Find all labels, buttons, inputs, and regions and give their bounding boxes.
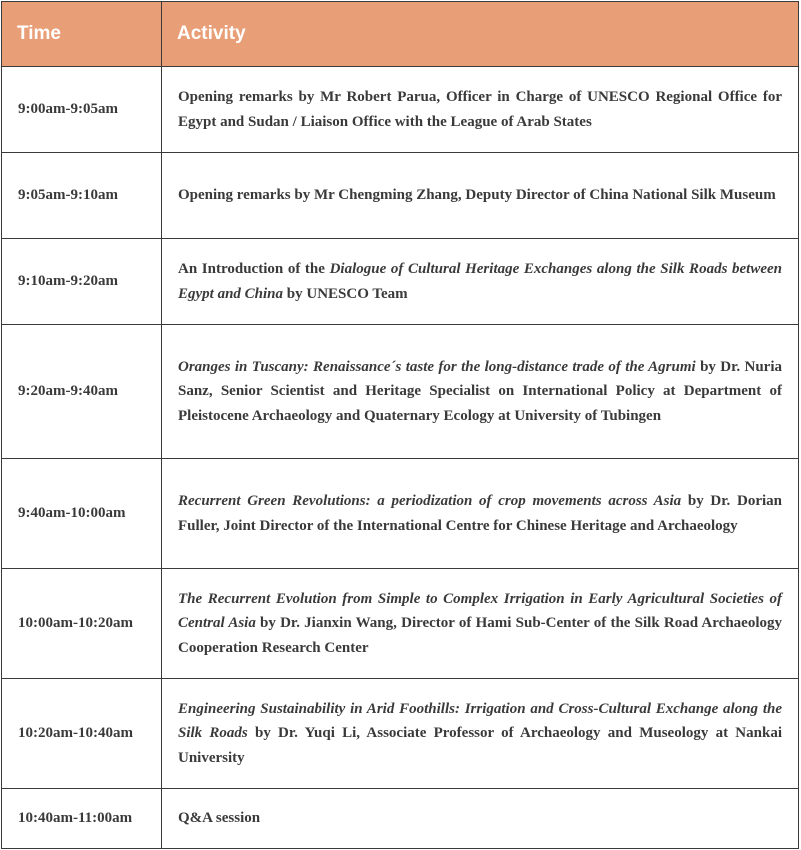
time-column-header: Time [2, 2, 162, 67]
table-row [2, 153, 799, 239]
time-cell: 10:40am-11:00am [2, 789, 162, 849]
activity-cell [162, 569, 799, 679]
activity-text: by Dr. Jianxin Wang, Director of Hami Sub-Center of the Silk Road Archaeology Cooperation Research Center [178, 615, 782, 656]
table-row [2, 325, 799, 459]
activity-title: Dialogue of Cultural Heritage Exchanges along the Silk Roads between Egypt and China [178, 261, 783, 302]
activity-text: Opening remarks by Mr Chengming Zhang, Deputy Director of China National Silk Museum [178, 187, 776, 204]
activity-text-prefix: An Introduction of the [178, 261, 330, 277]
time-cell: 10:00am-10:20am [2, 569, 162, 679]
activity-title: The Recurrent Evolution from Simple to Complex Irrigation in Early Agricultural Societies of Central Asia [178, 590, 782, 632]
time-cell: 9:10am-9:20am [2, 239, 162, 325]
time-cell: 9:20am-9:40am [2, 325, 162, 459]
time-cell: 10:20am-10:40am [2, 679, 162, 789]
activity-text: Q&A session [178, 810, 261, 827]
activity-cell [162, 325, 799, 459]
activity-cell [162, 153, 799, 239]
activity-title: Oranges in Tuscany: Renaissance´s taste for the long-distance trade of the Agrumi [178, 358, 696, 375]
activity-cell [162, 679, 799, 789]
table-row [2, 569, 799, 679]
header-row [2, 2, 799, 67]
time-cell: 9:00am-9:05am [2, 67, 162, 153]
time-cell: 9:40am-10:00am [2, 459, 162, 569]
table-row [2, 679, 799, 789]
activity-cell [162, 239, 799, 325]
activity-title: Engineering Sustainability in Arid Foothills: Irrigation and Cross-Cultural Exchange along the Silk Roads [178, 700, 782, 742]
activity-cell [162, 789, 799, 849]
table-row [2, 789, 799, 849]
schedule-table [1, 1, 799, 849]
activity-cell [162, 67, 799, 153]
activity-text: by Dr. Dorian Fuller, Joint Director of the International Centre for Chinese Heritage and Archaeology [178, 493, 782, 534]
table-row [2, 239, 799, 325]
activity-column-header: Activity [162, 2, 799, 67]
time-cell: 9:05am-9:10am [2, 153, 162, 239]
activity-text: by Dr. Yuqi Li, Associate Professor of Archaeology and Museology at Nankai University [178, 725, 782, 766]
activity-cell [162, 459, 799, 569]
activity-text: by Dr. Nuria Sanz, Senior Scientist and Heritage Specialist on International Policy at Department of Pleistocene Archaeology and Quaternary Ecology at University of Tubingen [178, 358, 782, 424]
activity-title: Recurrent Green Revolutions: a periodization of crop movements across Asia [178, 493, 682, 509]
activity-text: by UNESCO Team [283, 285, 408, 302]
table-row [2, 459, 799, 569]
table-row [2, 67, 799, 153]
activity-text: Opening remarks by Mr Robert Parua, Officer in Charge of UNESCO Regional Office for Egypt and Sudan / Liaison Office with the League of Arab States [178, 89, 782, 130]
